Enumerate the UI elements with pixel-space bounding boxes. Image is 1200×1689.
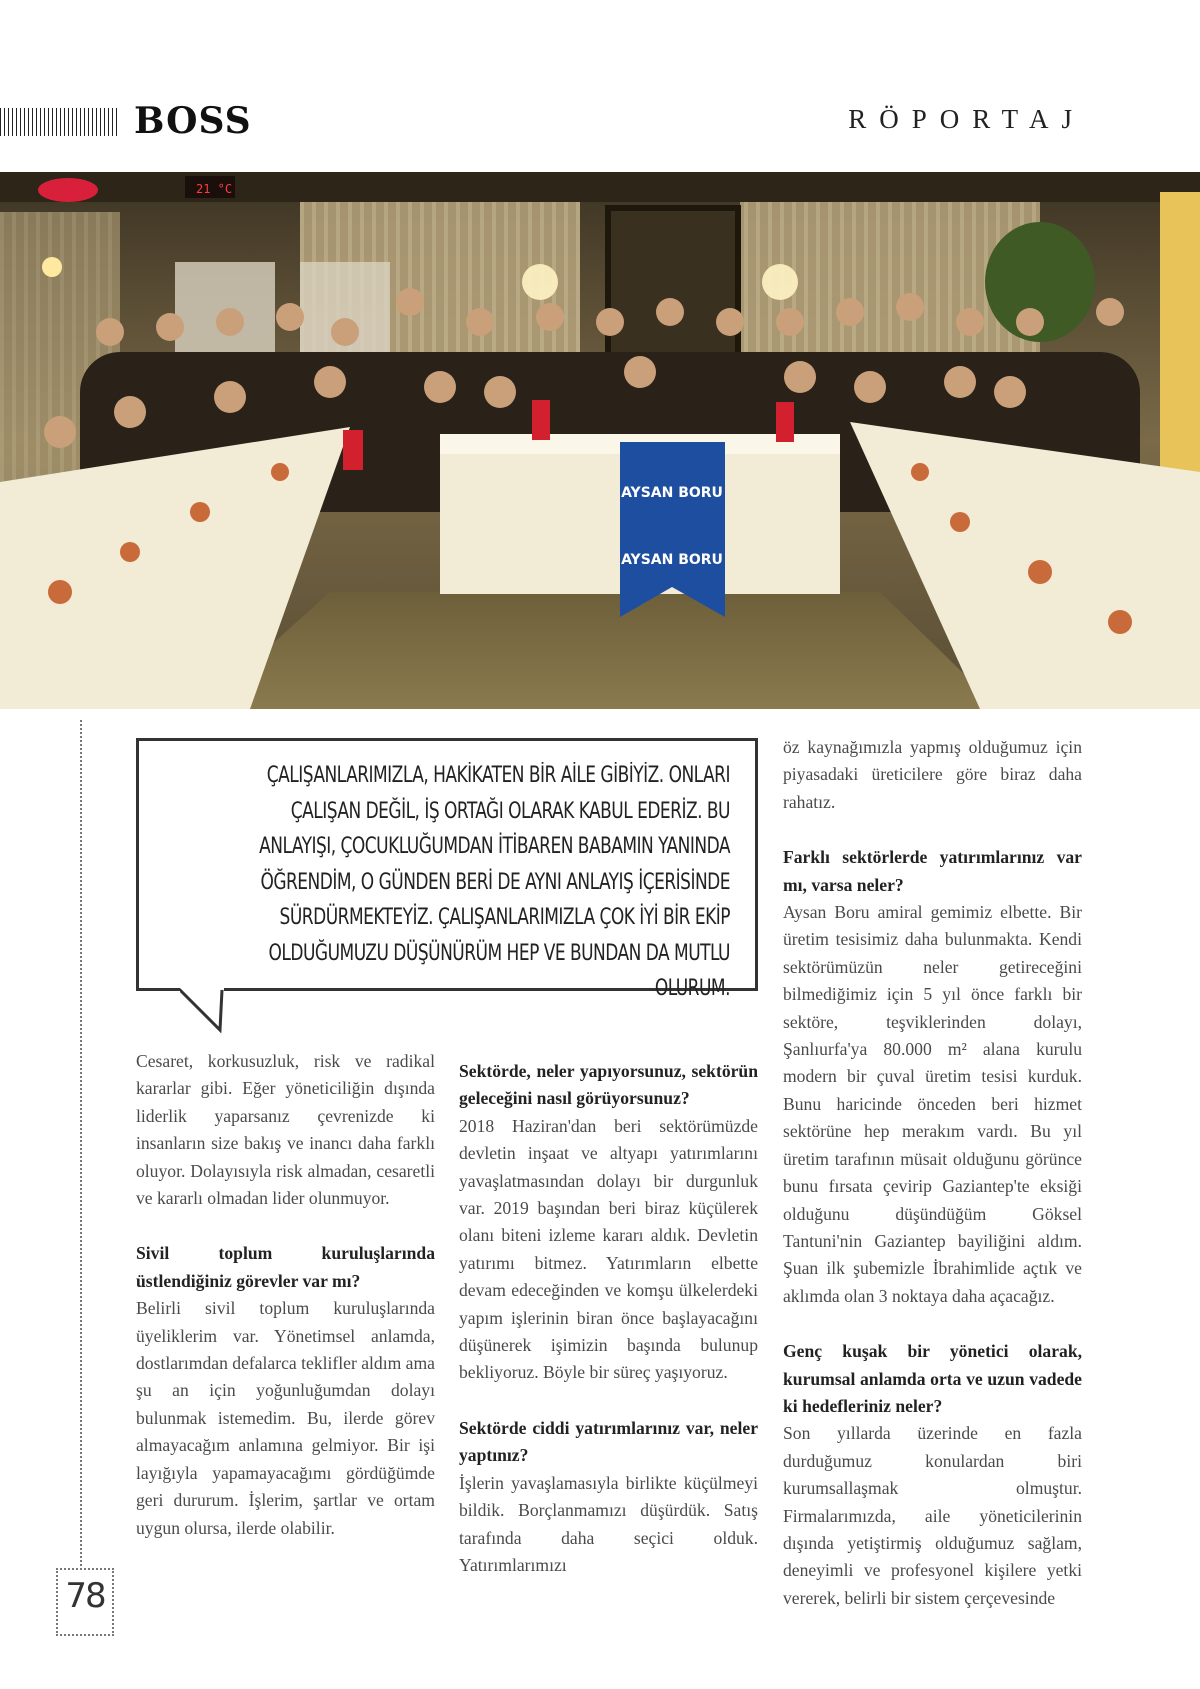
group-dinner-photo [0,172,1200,709]
banner-text: AYSAN BORU [621,485,723,501]
interview-question: Sektörde, neler yapıyorsunuz, sektörün geleceğini nasıl görüyorsunuz? [459,1061,758,1109]
paragraph: Son yıllarda üzerinde en fazla durduğumuz konulardan biri kurumsallaşmak olmuştur. Firmalarımızda, aile yöneticilerinin dışında yetiştirmiş olduğumuz sağlam, deneyimli ve profesyonel kişilere yetki vererek, belirli bir sistem çerçevesinde [783,1423,1082,1608]
paragraph: Cesaret, korkusuzluk, risk ve radikal kararlar gibi. Eğer yöneticiliğin dışında liderlik yaparsanız çevrenizde ki insanların size bakış ve inancı daha farklı oluyor. Dolayısıyla risk almadan, cesaretli ve kararlı olmadan lider olunmuyor. [136,1051,435,1209]
page-border-dotted [80,720,82,1570]
speech-bubble-tail [180,988,230,1034]
paragraph: 2018 Haziran'dan beri sektörümüzde devletin inşaat ve altyapı yatırımlarını yavaşlatmasından dolayı bir durgunluk var. 2019 başından beri biraz küçülerek olanı biteni izleme kararı aldık. Devletin yatırımı bitmez. Yatırımların elbette devam edeceğinden ve komşu ülkelerdeki yapım işlerinin biran önce başlayacağını düşünerek işimizin başında bulunup bekliyoruz. Böyle bir süreç yaşıyoruz. [459,1115,758,1383]
article-column-2 [459,1058,758,1579]
paragraph: Belirli sivil toplum kuruluşlarında üyeliklerim var. Yönetimsel anlamda, dostlarımdan defalarca teklifler aldım ama şu an için yoğunluğumdan dolayı bulunmak istemedim. Bu, ilerde görev almayacağım anlamına gelmiyor. Bir işi layığıyla yapamayacağımı gördüğümde geri dururum. İşlerim, şartlar ve ortam uygun olursa, ilerde olabilir. [136,1298,435,1538]
paragraph: öz kaynağımızla yapmış olduğumuz için piyasadaki üreticilere göre biraz daha rahatız. [783,737,1082,812]
section-label: RÖPORTAJ [848,104,1085,134]
magazine-logo: BOSS [134,100,252,142]
page-number: 78 [65,1576,105,1616]
interview-question: Sektörde ciddi yatırımlarınız var, neler yaptınız? [459,1417,758,1466]
interview-question: Farklı sektörlerde yatırımlarınız var mı, varsa neler? [783,847,1082,895]
article-column-3 [783,734,1082,1612]
paragraph: Aysan Boru amiral gemimiz elbette. Bir üretim tesisimiz daha bulunmakta. Kendi sektörümüzün neler getireceğini bilmediğimiz için 5 yıl önce farklı bir sektöre, teşviklerinden dolayı, Şanlıurfa'ya 80.000 m² alana kurulu modern bir çuval üretim tesisi kurduk. Bunu haricinde önceden beri hizmet sektörüne hep merakım vardı. Bu yıl üretim tarafının müsait olduğunu görünce bunu fırsata çevirip Gaziantep'te eksiği olduğunu düşündüğüm Göksel Tantuni'nin Gaziantep bayiliğini aldım. Şuan ilk şubemizle İbrahimlide açtık ve aklımda olan 3 noktaya daha açacağız. [783,902,1082,1306]
pull-quote-text: ÇALIŞANLARIMIZLA, HAKİKATEN BİR AİLE GİBİYİZ. ONLARI ÇALIŞAN DEĞİL, İŞ ORTAĞI OLARAK KABUL EDERİZ. BU ANLAYIŞI, ÇOCUKLUĞUMDAN İTİBAREN BABAMIN YANINDA ÖĞRENDİM, O GÜNDEN BERİ DE AYNI ANLAYIŞ İÇERİSİNDE SÜRDÜRMEKTEYİZ. ÇALIŞANLARIMIZLA ÇOK İYİ BİR EKİP OLDUĞUMUZU DÜŞÜNÜRÜM HEP VE BUNDAN DA MUTLU OLURUM. [259,763,730,1001]
article-column-1 [136,1048,435,1542]
interview-question: Sivil toplum kuruluşlarında üstlendiğiniz görevler var mı? [136,1243,435,1291]
clock-display: 21 °C [196,182,233,196]
header-decorative-stripes [0,108,120,136]
interview-question: Genç kuşak bir yönetici olarak, kurumsal anlamda orta ve uzun vadede ki hedefleriniz neler? [783,1341,1082,1416]
paragraph: İşlerin yavaşlamasıyla birlikte küçülmeyi bildik. Borçlanmamızı düşürdük. Satış tarafında daha seçici olduk. Yatırımlarımızı [459,1472,758,1575]
banner-text: AYSAN BORU [621,552,723,568]
